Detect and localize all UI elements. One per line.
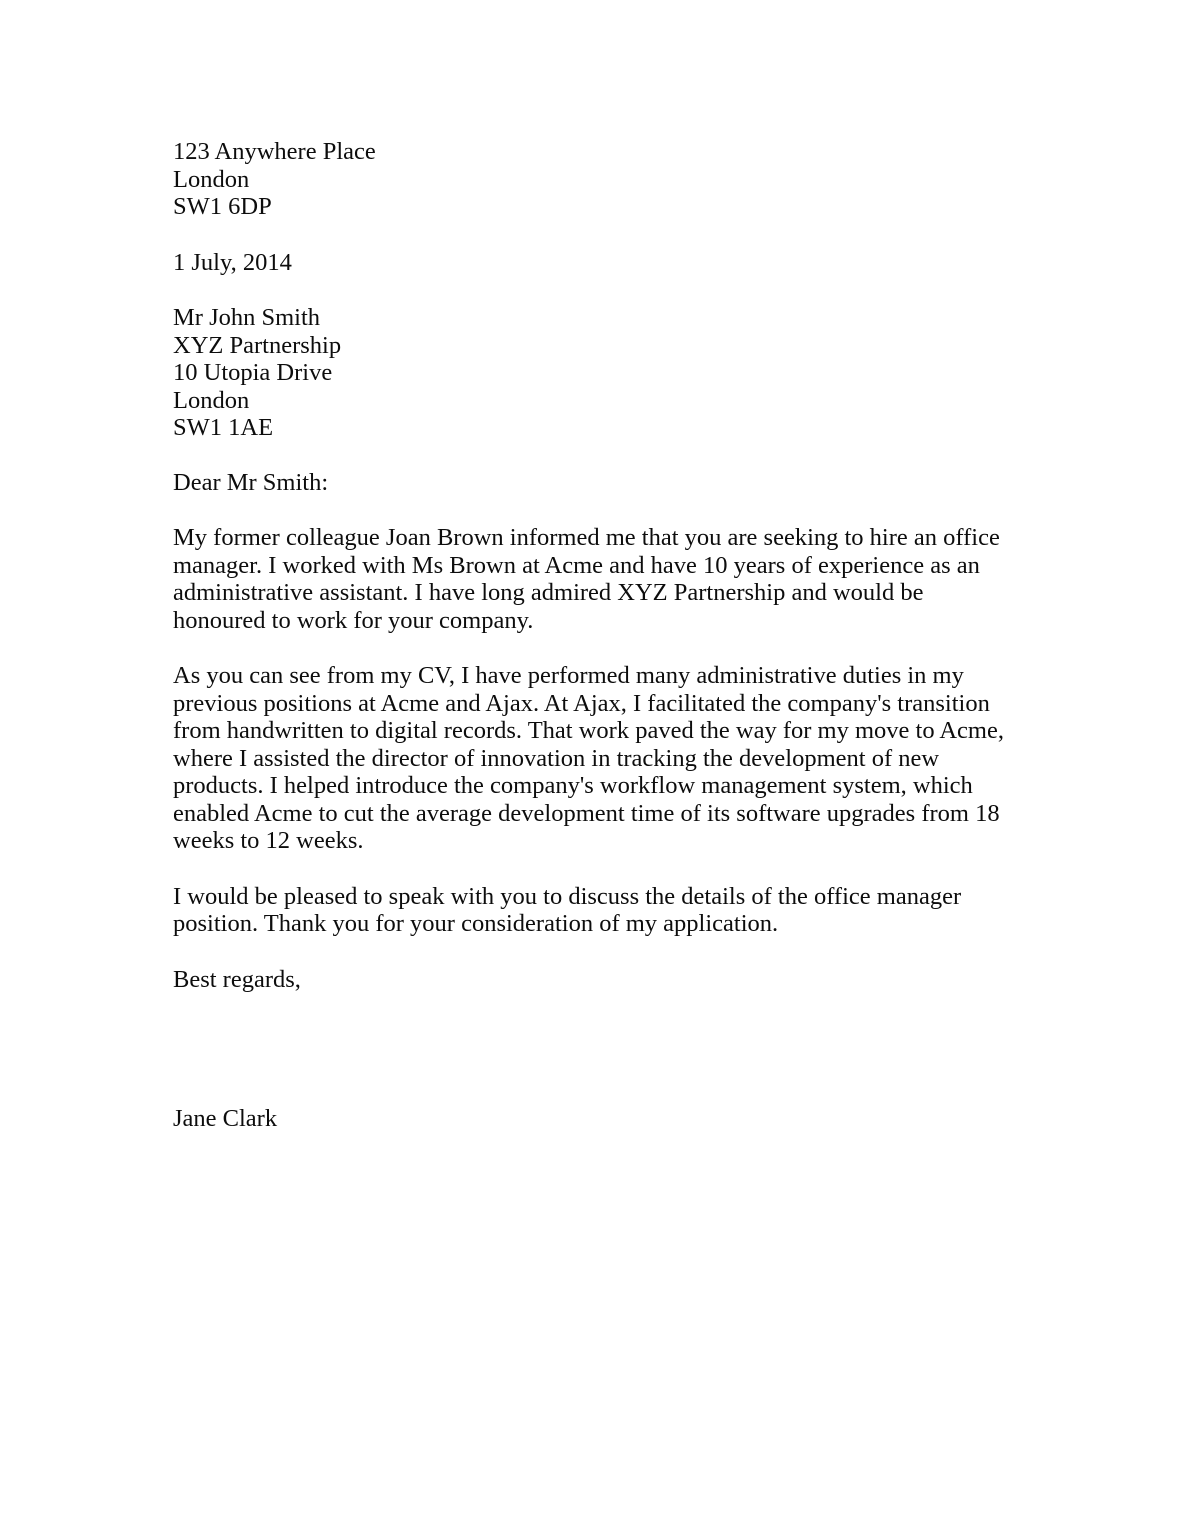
spacer-between-paragraphs xyxy=(173,634,1018,662)
salutation-text: Dear Mr Smith: xyxy=(173,468,329,496)
spacer-before-closing xyxy=(173,938,1018,966)
signature-name: Jane Clark xyxy=(173,1105,278,1132)
sender-address-block xyxy=(173,138,1018,221)
spacer-after-recipient-address xyxy=(173,442,1018,469)
recipient-address-line: SW1 1AE xyxy=(173,414,274,441)
signature-block xyxy=(173,1105,1018,1133)
sender-address-line: 123 Anywhere Place xyxy=(173,138,376,165)
sender-address-line: London xyxy=(173,165,250,193)
spacer-after-date xyxy=(173,276,1018,304)
letter-body xyxy=(173,138,1018,1133)
spacer-after-salutation xyxy=(173,496,1018,524)
letter-date: 1 July, 2014 xyxy=(173,248,292,276)
recipient-name: Mr John Smith xyxy=(173,304,321,331)
spacer-after-sender-address xyxy=(173,221,1018,249)
recipient-address-line: London xyxy=(173,386,250,414)
recipient-address-block xyxy=(173,304,1018,442)
recipient-company: XYZ Partnership xyxy=(173,331,342,359)
sender-address-line: SW1 6DP xyxy=(173,193,272,220)
body-paragraph: As you can see from my CV, I have performed many administrative duties in my previous positions at Acme and Ajax. At Ajax, I facilitated the company's transition from handwritten to digital records. That work paved the way for my move to Acme, where I assisted the director of innovation in tracking the development of new products. I helped introduce the company's workflow management system, which enabled Acme to cut the average development time of its software upgrades from 18 weeks to 12 weeks. xyxy=(173,662,1004,854)
closing-text: Best regards, xyxy=(173,965,301,993)
signature-space xyxy=(173,993,1018,1105)
closing xyxy=(173,966,1018,994)
body-paragraph: My former colleague Joan Brown informed me that you are seeking to hire an office manager. I worked with Ms Brown at Acme and have 10 years of experience as an administrative assistant. I have long admired XYZ Partnership and would be honoured to work for your company. xyxy=(173,524,1000,634)
body-paragraph: I would be pleased to speak with you to discuss the details of the office manager position. Thank you for your consideration of my application. xyxy=(173,882,962,937)
salutation xyxy=(173,469,1018,497)
recipient-address-line: 10 Utopia Drive xyxy=(173,359,333,386)
date-block xyxy=(173,249,1018,277)
spacer-between-paragraphs xyxy=(173,855,1018,883)
